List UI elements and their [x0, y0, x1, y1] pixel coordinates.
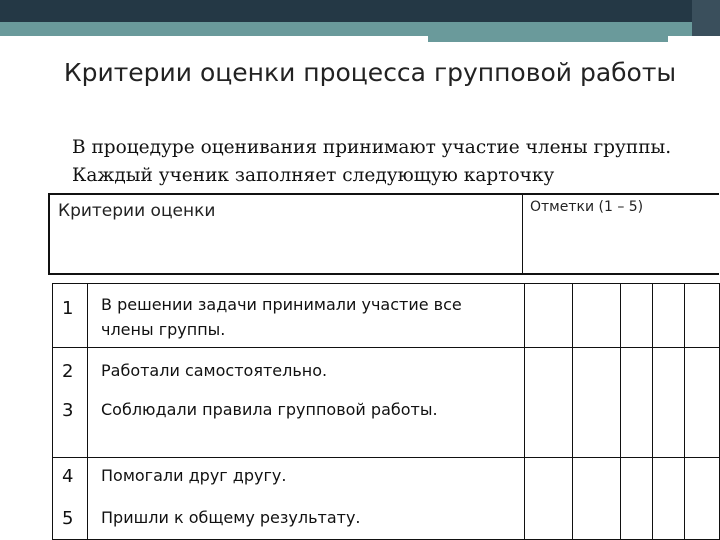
header-criteria-label: Критерии оценки [58, 201, 216, 221]
row-number: 2 [62, 361, 74, 382]
grid-line [52, 283, 53, 540]
grid-line [684, 283, 685, 540]
row-number: 3 [62, 400, 74, 421]
slide-title: Критерии оценки процесса групповой работы [63, 58, 677, 87]
header-marks-label: Отметки (1 – 5) [530, 199, 644, 215]
top-banner-dark [0, 0, 720, 22]
grid-line [620, 283, 621, 540]
grid-line [652, 283, 653, 540]
grid-line [524, 283, 525, 540]
row-criterion: Работали самостоятельно. [101, 361, 328, 380]
top-banner-notch [428, 36, 668, 42]
criteria-table [52, 283, 720, 540]
grid-line [52, 457, 720, 458]
table-header-divider [522, 193, 523, 275]
grid-line [87, 283, 88, 540]
grid-line [52, 283, 720, 284]
row-number: 4 [62, 466, 74, 487]
grid-line [572, 283, 573, 540]
row-criterion: В решении задачи принимали участие все члены группы. [101, 295, 462, 339]
row-criterion: Соблюдали правила групповой работы. [101, 400, 438, 419]
row-criterion: Помогали друг другу. [101, 466, 287, 485]
row-criterion: Пришли к общему результату. [101, 508, 361, 527]
grid-line [52, 347, 720, 348]
intro-paragraph: В процедуре оценивания принимают участие члены группы. Каждый ученик заполняет следующую карточку [72, 137, 672, 186]
row-number: 5 [62, 508, 74, 529]
top-banner-accent [692, 0, 720, 36]
row-number: 1 [62, 298, 74, 319]
top-banner-teal [0, 22, 720, 36]
